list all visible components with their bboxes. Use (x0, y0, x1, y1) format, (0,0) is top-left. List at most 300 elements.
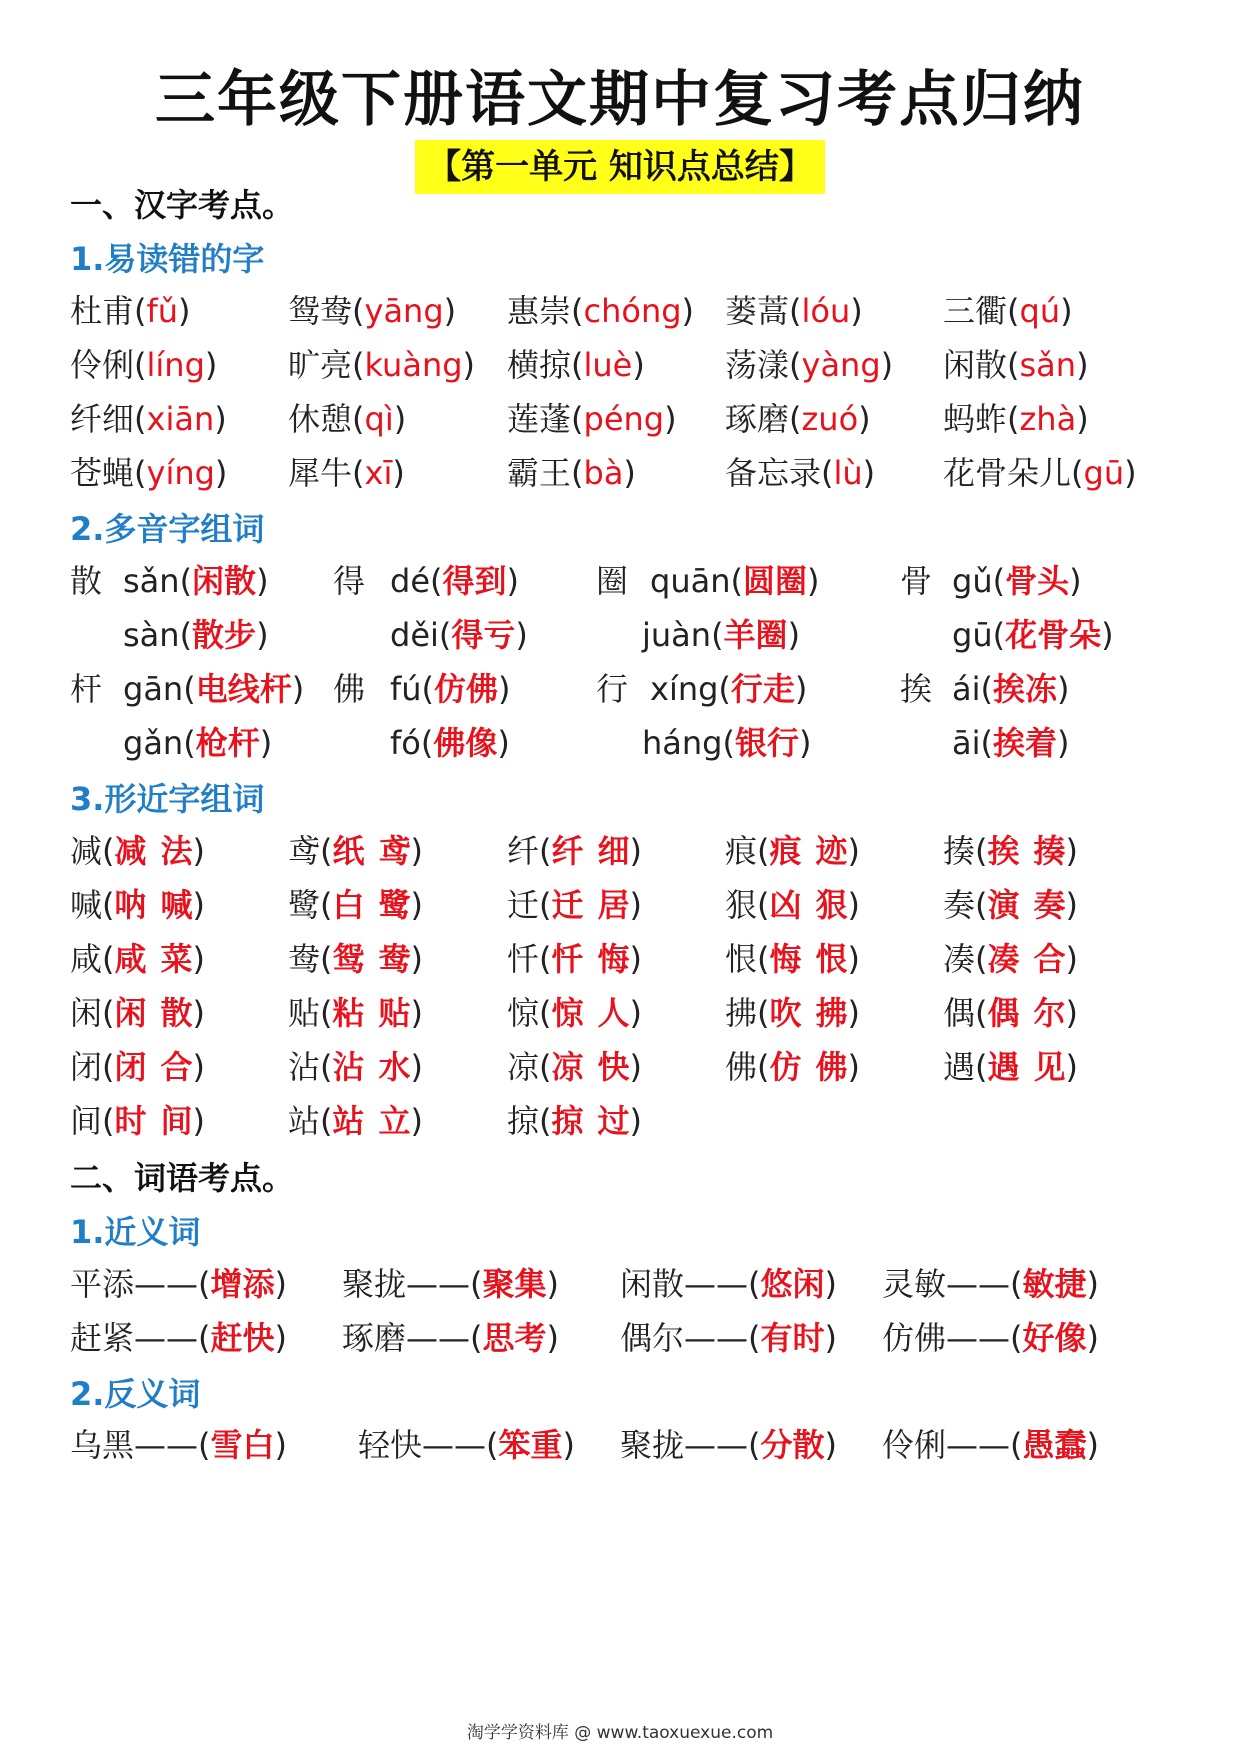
word-char: 掠 (551, 1102, 584, 1140)
word-char: 居 (597, 886, 630, 924)
list-item: gān(电线杆) (123, 670, 305, 708)
word-char: 鸢 (378, 832, 411, 870)
word-char: 迁 (551, 886, 584, 924)
base-char: 忏 (507, 940, 540, 978)
table-row (0, 934, 1240, 984)
list-item: 蒌蒿(lóu) (725, 292, 863, 330)
list-item: 伶俐(líng) (70, 346, 218, 384)
word-char: 悔 (769, 940, 802, 978)
word-char: 快 (597, 1048, 630, 1086)
pinyin: sǎn (1019, 346, 1077, 384)
answer-word: 聚集 (482, 1265, 547, 1303)
page-title: 三年级下册语文期中复习考点归纳 (155, 65, 1085, 135)
example-word: 仿佛 (434, 670, 499, 708)
list-item: 蚂蚱(zhà) (943, 400, 1089, 438)
answer-word: 好像 (1022, 1319, 1087, 1357)
list-item: dé(得到) (390, 562, 519, 600)
table-row (0, 340, 1240, 390)
dash: —— (946, 1265, 1011, 1303)
list-item: 贴(粘 贴) (288, 994, 424, 1032)
table-row (0, 1313, 1240, 1363)
word: 琢磨 (725, 400, 790, 438)
word: 偶尔 (620, 1319, 685, 1357)
list-item: quān(圆圈) (650, 562, 820, 600)
word: 纤细 (70, 400, 135, 438)
word-char: 鹭 (378, 886, 411, 924)
pinyin: qì (364, 400, 394, 438)
word: 霸王 (507, 454, 572, 492)
list-item: 休憩(qì) (288, 400, 407, 438)
pinyin: xī (364, 454, 393, 492)
list-item: 仿佛——(好像) (882, 1319, 1099, 1357)
list-item: 旷亮(kuàng) (288, 346, 476, 384)
pinyin: qú (1019, 292, 1061, 330)
word: 伶俐 (882, 1426, 947, 1464)
example-word: 得到 (442, 562, 507, 600)
base-char: 遇 (943, 1048, 976, 1086)
poly-char: 挨 (900, 670, 933, 708)
pinyin: péng (583, 400, 665, 438)
word-char: 纸 (332, 832, 365, 870)
pinyin: zhà (1019, 400, 1077, 438)
word: 犀牛 (288, 454, 353, 492)
word-char: 纤 (551, 832, 584, 870)
word: 三衢 (943, 292, 1008, 330)
base-char: 奏 (943, 886, 976, 924)
pinyin: gū (1083, 454, 1125, 492)
list-item: 苍蝇(yíng) (70, 454, 228, 492)
table-row (0, 880, 1240, 930)
word: 苍蝇 (70, 454, 135, 492)
list-item: 鹭(白 鹭) (288, 886, 424, 924)
word-char: 鸳 (332, 940, 365, 978)
list-item: xíng(行走) (650, 670, 808, 708)
word-char: 凶 (769, 886, 802, 924)
word-char: 白 (332, 886, 365, 924)
word: 赶紧 (70, 1319, 135, 1357)
word-char: 过 (597, 1102, 630, 1140)
example-word: 得亏 (451, 616, 516, 654)
base-char: 站 (288, 1102, 321, 1140)
word-char: 立 (378, 1102, 411, 1140)
list-item: 减(减 法) (70, 832, 206, 870)
list-item: 乌黑——(雪白) (70, 1426, 287, 1464)
word-char: 悔 (597, 940, 630, 978)
base-char: 闲 (70, 994, 103, 1032)
dash: —— (406, 1319, 471, 1357)
answer-word: 增添 (210, 1265, 275, 1303)
table-row (0, 286, 1240, 336)
word-char: 演 (987, 886, 1020, 924)
pinyin: xiān (146, 400, 215, 438)
word: 莲蓬 (507, 400, 572, 438)
word-char: 揍 (1033, 832, 1066, 870)
list-item: 沾(沾 水) (288, 1048, 424, 1086)
unit-subtitle: 【第一单元 知识点总结】 (415, 140, 825, 194)
list-item: 莲蓬(péng) (507, 400, 677, 438)
base-char: 凑 (943, 940, 976, 978)
list-item: 三衢(qú) (943, 292, 1073, 330)
pinyin: yàng (801, 346, 881, 384)
list-item: āi(挨着) (952, 724, 1070, 762)
pinyin: dé (390, 562, 430, 600)
answer-word: 有时 (760, 1319, 825, 1357)
list-item: háng(银行) (642, 724, 812, 762)
dash: —— (134, 1319, 199, 1357)
pinyin: gǔ (952, 562, 993, 600)
word-char: 呐 (114, 886, 147, 924)
word-char: 合 (160, 1048, 193, 1086)
example-word: 佛像 (433, 724, 498, 762)
word: 蒌蒿 (725, 292, 790, 330)
base-char: 揍 (943, 832, 976, 870)
table-row (0, 1042, 1240, 1092)
subheading-polyphonic: 2.多音字组词 (70, 510, 265, 548)
list-item: 备忘录(lù) (725, 454, 876, 492)
list-item: 奏(演 奏) (943, 886, 1079, 924)
pinyin: gǎn (123, 724, 184, 762)
answer-word: 愚蠢 (1022, 1426, 1087, 1464)
example-word: 闲散 (192, 562, 257, 600)
word: 休憩 (288, 400, 353, 438)
base-char: 佛 (725, 1048, 758, 1086)
base-char: 鸯 (288, 940, 321, 978)
word-char: 遇 (987, 1048, 1020, 1086)
list-item: 灵敏——(敏捷) (882, 1265, 1099, 1303)
base-char: 鸢 (288, 832, 321, 870)
word: 乌黑 (70, 1426, 135, 1464)
word: 灵敏 (882, 1265, 947, 1303)
list-item: ái(挨冻) (952, 670, 1070, 708)
pinyin: yāng (364, 292, 444, 330)
base-char: 减 (70, 832, 103, 870)
list-item: 惠崇(chóng) (507, 292, 695, 330)
word-char: 减 (114, 832, 147, 870)
list-item: 佛(仿 佛) (725, 1048, 861, 1086)
list-item: 遇(遇 见) (943, 1048, 1079, 1086)
word: 伶俐 (70, 346, 135, 384)
list-item: 伶俐——(愚蠢) (882, 1426, 1099, 1464)
example-word: 挨冻 (992, 670, 1057, 708)
pinyin: lóu (801, 292, 851, 330)
word-char: 细 (597, 832, 630, 870)
word: 轻快 (358, 1426, 423, 1464)
list-item: sǎn(闲散) (123, 562, 269, 600)
base-char: 鹭 (288, 886, 321, 924)
word-char: 狠 (815, 886, 848, 924)
word-char: 见 (1033, 1048, 1066, 1086)
list-item: děi(得亏) (390, 616, 528, 654)
word-char: 凉 (551, 1048, 584, 1086)
list-item: 咸(咸 菜) (70, 940, 206, 978)
list-item: fó(佛像) (390, 724, 510, 762)
example-word: 羊圈 (723, 616, 788, 654)
word-char: 散 (160, 994, 193, 1032)
word-char: 粘 (332, 994, 365, 1032)
base-char: 沾 (288, 1048, 321, 1086)
list-item: 凑(凑 合) (943, 940, 1079, 978)
example-word: 骨头 (1005, 562, 1070, 600)
poly-char: 杆 (70, 670, 103, 708)
answer-word: 分散 (760, 1426, 825, 1464)
word: 备忘录 (725, 454, 822, 492)
list-item: 凉(凉 快) (507, 1048, 643, 1086)
answer-word: 敏捷 (1022, 1265, 1087, 1303)
list-item: 闲散(sǎn) (943, 346, 1089, 384)
list-item: juàn(羊圈) (642, 616, 801, 654)
list-item: 掠(掠 过) (507, 1102, 643, 1140)
list-item: 闭(闭 合) (70, 1048, 206, 1086)
word-char: 奏 (1033, 886, 1066, 924)
pinyin: fó (390, 724, 421, 762)
list-item: 狠(凶 狠) (725, 886, 861, 924)
base-char: 拂 (725, 994, 758, 1032)
list-item: 赶紧——(赶快) (70, 1319, 287, 1357)
example-word: 枪杆 (195, 724, 260, 762)
dash: —— (422, 1426, 487, 1464)
word-char: 偶 (987, 994, 1020, 1032)
subheading-similar-chars: 3.形近字组词 (70, 780, 265, 818)
word: 花骨朵儿 (943, 454, 1072, 492)
example-word: 花骨朵 (1005, 616, 1102, 654)
pinyin: sàn (123, 616, 180, 654)
list-item: 琢磨(zuó) (725, 400, 871, 438)
word-char: 菜 (160, 940, 193, 978)
word: 杜甫 (70, 292, 135, 330)
subheading-easy-misread: 1.易读错的字 (70, 240, 265, 278)
list-item: gǔ(骨头) (952, 562, 1082, 600)
list-item: 纤(纤 细) (507, 832, 643, 870)
base-char: 间 (70, 1102, 103, 1140)
pinyin: gān (123, 670, 184, 708)
list-item: 轻快——(笨重) (358, 1426, 575, 1464)
word: 仿佛 (882, 1319, 947, 1357)
table-row (0, 1420, 1240, 1470)
word-char: 人 (597, 994, 630, 1032)
word: 旷亮 (288, 346, 353, 384)
poly-char: 散 (70, 562, 103, 600)
base-char: 恨 (725, 940, 758, 978)
base-char: 痕 (725, 832, 758, 870)
list-item: 揍(挨 揍) (943, 832, 1079, 870)
word-char: 仿 (769, 1048, 802, 1086)
poly-char: 佛 (333, 670, 366, 708)
example-word: 电线杆 (195, 670, 292, 708)
dash: —— (684, 1319, 749, 1357)
pinyin: luè (583, 346, 633, 384)
pinyin: háng (642, 724, 723, 762)
pinyin: lù (833, 454, 863, 492)
pinyin: gū (952, 616, 993, 654)
word-char: 喊 (160, 886, 193, 924)
table-row (0, 1096, 1240, 1146)
list-item: 鸳鸯(yāng) (288, 292, 457, 330)
pinyin: zuó (801, 400, 859, 438)
word-char: 法 (160, 832, 193, 870)
answer-word: 悠闲 (760, 1265, 825, 1303)
pinyin: fǔ (146, 292, 179, 330)
pinyin: líng (146, 346, 205, 384)
example-word: 行走 (730, 670, 795, 708)
base-char: 喊 (70, 886, 103, 924)
table-row (0, 988, 1240, 1038)
list-item: fú(仿佛) (390, 670, 511, 708)
pinyin: kuàng (364, 346, 463, 384)
list-item: 间(时 间) (70, 1102, 206, 1140)
list-item: 痕(痕 迹) (725, 832, 861, 870)
list-item: 拂(吹 拂) (725, 994, 861, 1032)
word: 惠崇 (507, 292, 572, 330)
list-item: gū(花骨朵) (952, 616, 1114, 654)
pinyin: bà (583, 454, 624, 492)
base-char: 贴 (288, 994, 321, 1032)
word-char: 间 (160, 1102, 193, 1140)
answer-word: 思考 (482, 1319, 547, 1357)
base-char: 咸 (70, 940, 103, 978)
pinyin: yíng (146, 454, 215, 492)
pinyin: xíng (650, 670, 719, 708)
subheading-antonyms: 2.反义词 (70, 1375, 201, 1413)
list-item: 花骨朵儿(gū) (943, 454, 1137, 492)
word-char: 闭 (114, 1048, 147, 1086)
footer-watermark: 淘学学资料库 @ www.taoxuexue.com (466, 1723, 774, 1743)
example-word: 圆圈 (742, 562, 807, 600)
list-item: 鸢(纸 鸢) (288, 832, 424, 870)
base-char: 迁 (507, 886, 540, 924)
word-char: 凑 (987, 940, 1020, 978)
dash: —— (134, 1265, 199, 1303)
word-char: 吹 (769, 994, 802, 1032)
word-char: 水 (378, 1048, 411, 1086)
section-heading-hanzi: 一、汉字考点。 (70, 186, 295, 224)
list-item: 霸王(bà) (507, 454, 636, 492)
table-row (0, 1259, 1240, 1309)
base-char: 狠 (725, 886, 758, 924)
list-item: 琢磨——(思考) (342, 1319, 559, 1357)
list-item: 聚拢——(聚集) (342, 1265, 559, 1303)
list-item: 平添——(增添) (70, 1265, 287, 1303)
word-char: 闲 (114, 994, 147, 1032)
pinyin: chóng (583, 292, 682, 330)
section-heading-ciyu: 二、词语考点。 (70, 1159, 295, 1197)
pinyin: quān (650, 562, 731, 600)
pinyin: juàn (642, 616, 712, 654)
dash: —— (134, 1426, 199, 1464)
list-item: 闲(闲 散) (70, 994, 206, 1032)
list-item: gǎn(枪杆) (123, 724, 273, 762)
word: 平添 (70, 1265, 135, 1303)
list-item: 恨(悔 恨) (725, 940, 861, 978)
word: 聚拢 (620, 1426, 685, 1464)
poly-char: 圈 (596, 562, 629, 600)
list-item: 迁(迁 居) (507, 886, 643, 924)
word-char: 挨 (987, 832, 1020, 870)
subheading-synonyms: 1.近义词 (70, 1213, 201, 1251)
table-row (0, 448, 1240, 498)
table-row (0, 718, 1240, 768)
base-char: 惊 (507, 994, 540, 1032)
example-word: 挨着 (992, 724, 1057, 762)
word-char: 惊 (551, 994, 584, 1032)
table-row (0, 610, 1240, 660)
word-char: 拂 (815, 994, 848, 1032)
word-char: 沾 (332, 1048, 365, 1086)
word: 闲散 (943, 346, 1008, 384)
pinyin: ái (952, 670, 981, 708)
word-char: 恨 (815, 940, 848, 978)
list-item: 偶尔——(有时) (620, 1319, 837, 1357)
word-char: 痕 (769, 832, 802, 870)
word: 横掠 (507, 346, 572, 384)
table-row (0, 826, 1240, 876)
word: 闲散 (620, 1265, 685, 1303)
word-char: 合 (1033, 940, 1066, 978)
list-item: 荡漾(yàng) (725, 346, 894, 384)
word-char: 尔 (1033, 994, 1066, 1032)
table-row (0, 556, 1240, 606)
list-item: 站(站 立) (288, 1102, 424, 1140)
list-item: 杜甫(fǔ) (70, 292, 191, 330)
pinyin: fú (390, 670, 422, 708)
list-item: sàn(散步) (123, 616, 269, 654)
list-item: 闲散——(悠闲) (620, 1265, 837, 1303)
list-item: 犀牛(xī) (288, 454, 405, 492)
dash: —— (684, 1426, 749, 1464)
word: 鸳鸯 (288, 292, 353, 330)
base-char: 偶 (943, 994, 976, 1032)
list-item: 纤细(xiān) (70, 400, 227, 438)
word-char: 迹 (815, 832, 848, 870)
word-char: 鸯 (378, 940, 411, 978)
base-char: 纤 (507, 832, 540, 870)
list-item: 忏(忏 悔) (507, 940, 643, 978)
example-word: 银行 (734, 724, 799, 762)
table-row (0, 664, 1240, 714)
base-char: 闭 (70, 1048, 103, 1086)
poly-char: 行 (596, 670, 629, 708)
list-item: 聚拢——(分散) (620, 1426, 837, 1464)
word-char: 佛 (815, 1048, 848, 1086)
list-item: 偶(偶 尔) (943, 994, 1079, 1032)
word: 荡漾 (725, 346, 790, 384)
dash: —— (946, 1426, 1011, 1464)
dash: —— (946, 1319, 1011, 1357)
pinyin: sǎn (123, 562, 180, 600)
word: 琢磨 (342, 1319, 407, 1357)
word-char: 时 (114, 1102, 147, 1140)
poly-char: 骨 (900, 562, 933, 600)
list-item: 鸯(鸳 鸯) (288, 940, 424, 978)
answer-word: 赶快 (210, 1319, 275, 1357)
word-char: 忏 (551, 940, 584, 978)
table-row (0, 394, 1240, 444)
dash: —— (406, 1265, 471, 1303)
word-char: 站 (332, 1102, 365, 1140)
base-char: 凉 (507, 1048, 540, 1086)
word: 蚂蚱 (943, 400, 1008, 438)
word-char: 咸 (114, 940, 147, 978)
word: 聚拢 (342, 1265, 407, 1303)
list-item: 横掠(luè) (507, 346, 645, 384)
poly-char: 得 (333, 562, 366, 600)
list-item: 惊(惊 人) (507, 994, 643, 1032)
base-char: 掠 (507, 1102, 540, 1140)
pinyin: děi (390, 616, 439, 654)
pinyin: āi (952, 724, 981, 762)
answer-word: 雪白 (210, 1426, 275, 1464)
dash: —— (684, 1265, 749, 1303)
word-char: 贴 (378, 994, 411, 1032)
